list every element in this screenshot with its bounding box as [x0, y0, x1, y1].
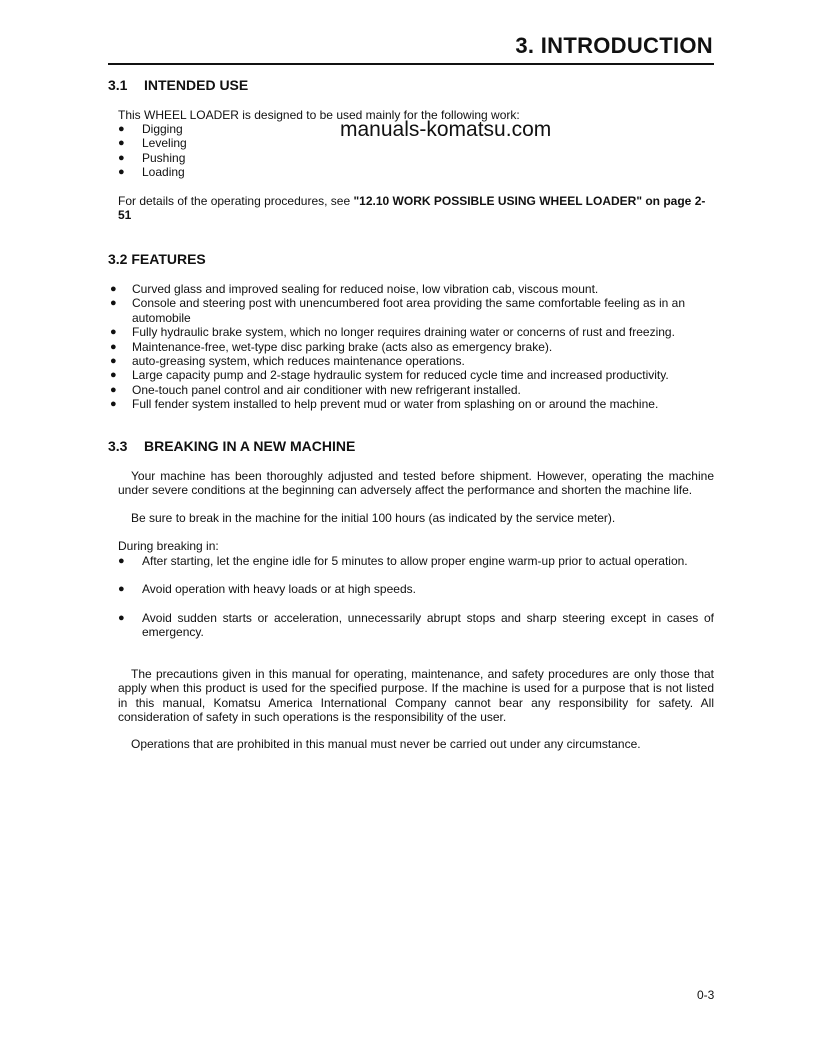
bullet-icon: ● [110, 297, 117, 310]
bullet-icon: ● [118, 137, 125, 150]
bullet-icon: ● [110, 398, 117, 411]
list-item: ● Console and steering post with unencumbered foot area providing the same comfortable feeling as in an automobile [110, 296, 686, 325]
list-item: ● Loading [118, 165, 185, 180]
bullet-icon: ● [118, 166, 125, 179]
prohibited-operations-paragraph: Operations that are prohibited in this manual must never be carried out under any circumstance. [131, 737, 641, 751]
bullet-icon: ● [110, 369, 117, 382]
watermark: manuals-komatsu.com [340, 118, 552, 141]
bullet-icon: ● [118, 123, 125, 135]
details-reference: For details of the operating procedures, see "12.10 WORK POSSIBLE USING WHEEL LOADER" on page 2-51 [118, 194, 706, 223]
bullet-icon: ● [118, 583, 125, 596]
page-number: 0-3 [697, 988, 715, 1002]
list-item: ● Maintenance-free, wet-type disc parking brake (acts also as emergency brake). [110, 339, 553, 354]
section-heading-breaking-in: 3.3 BREAKING IN A NEW MACHINE [108, 438, 356, 454]
list-item: ● Large capacity pump and 2-stage hydraulic system for reduced cycle time and increased productivity. [110, 368, 669, 383]
list-item: ● Avoid operation with heavy loads or at high speeds. [118, 582, 416, 597]
features-list [110, 282, 714, 412]
breaking-in-paragraph-1: Your machine has been thoroughly adjusted and tested before shipment. However, operating the machine under severe conditions at the beginning can adversely affect the performance and shorten the machine life. [118, 469, 714, 498]
bullet-icon: ● [110, 326, 117, 339]
list-item: ● Avoid sudden starts or acceleration, unnecessarily abrupt stops and sharp steering except in cases of emergency. [118, 610, 714, 640]
bullet-icon: ● [118, 151, 125, 164]
intended-use-intro: This WHEEL LOADER is designed to be used mainly for the following work: [118, 108, 520, 122]
list-item: ● Fully hydraulic brake system, which no longer requires draining water or concerns of rust and freezing. [110, 325, 675, 340]
precautions-paragraph: The precautions given in this manual for operating, maintenance, and safety procedures are only those that apply when this product is used for the specified purpose. If the machine is used for a purpose that is not listed in this manual, Komatsu America International Company cannot bear any responsibility for safety. All consideration of safety in such operations is the responsibility of the user. [118, 667, 714, 725]
header-rule [108, 63, 714, 65]
list-item: ● auto-greasing system, which reduces maintenance operations. [110, 354, 465, 369]
list-item: ● Curved glass and improved sealing for reduced noise, low vibration cab, viscous mount. [110, 282, 599, 296]
bullet-icon: ● [110, 383, 117, 396]
bullet-icon: ● [110, 355, 117, 368]
bullet-icon: ● [118, 555, 125, 567]
bullet-icon: ● [110, 283, 117, 295]
bullet-icon: ● [110, 340, 117, 353]
cross-reference-link[interactable]: "12.10 WORK POSSIBLE USING WHEEL LOADER" on page 2-51 [118, 194, 706, 223]
list-item: ● Leveling [118, 136, 187, 151]
breaking-in-paragraph-2: Be sure to break in the machine for the initial 100 hours (as indicated by the service meter). [131, 511, 616, 525]
during-breaking-in-label: During breaking in: [118, 539, 219, 553]
list-item: ● Digging [118, 122, 183, 136]
section-heading-features: 3.2 FEATURES [108, 251, 206, 267]
list-item: ● Full fender system installed to help prevent mud or water from splashing on or around the machine. [110, 397, 659, 412]
list-item: ● One-touch panel control and air conditioner with new refrigerant installed. [110, 382, 521, 397]
work-list [118, 122, 187, 180]
bullet-icon: ● [118, 611, 125, 624]
section-heading-intended-use: 3.1 INTENDED USE [108, 77, 249, 93]
breaking-in-list [118, 554, 714, 640]
chapter-title: 3. INTRODUCTION [515, 33, 713, 58]
list-item: ● After starting, let the engine idle for 5 minutes to allow proper engine warm-up prior to actual operation. [118, 554, 688, 568]
list-item: ● Pushing [118, 150, 186, 165]
